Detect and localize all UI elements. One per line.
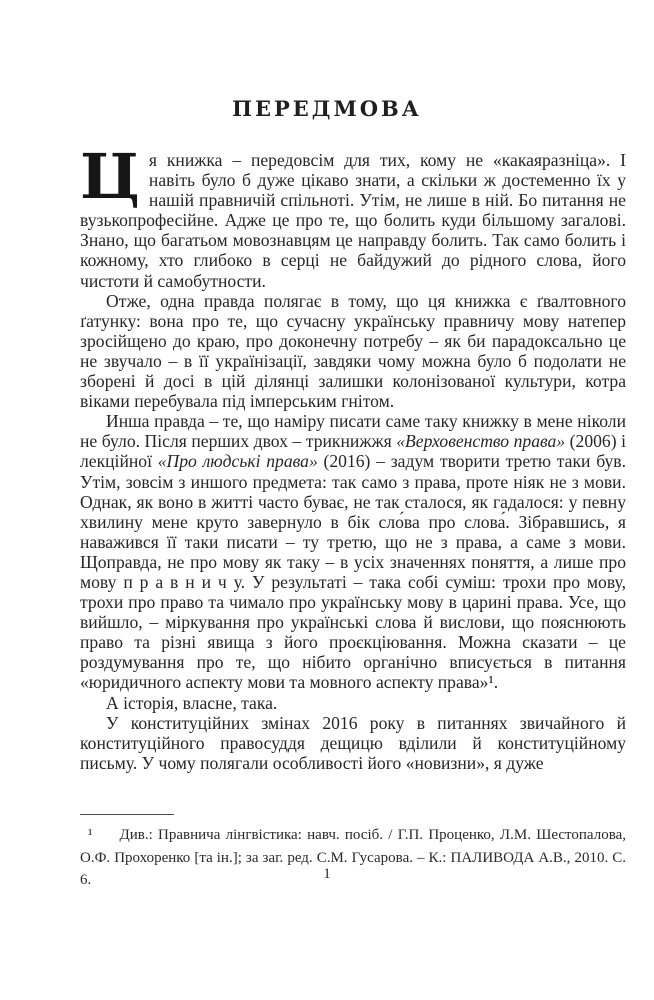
drop-cap-letter: Ц [80, 140, 140, 213]
paragraph-4: А історія, власне, така. [106, 692, 278, 713]
footnote-divider [80, 814, 174, 815]
paragraph-1-text: я книжка – передовсім для тих, кому не «какаяразніца». І навіть було б дуже цікаво знати, а скільки ж достеменно їх у нашій правничій спільноті. Утім, не лише в ній. Бо питання не вузькопрофесійне. Адже це про те, що болить куди більшому загалові. Знано, що багатьом мовознавцям це направду болить. Так само болить і кожному, хто глибоко в серці не байдужий до рідного слова, його чистоти й самобутности. [80, 150, 626, 291]
page-number: 1 [323, 866, 331, 882]
paragraph-2: Отже, одна правда полягає в тому, що ця книжка є ґвалтовного ґатунку: вона про те, що сучасну українську правничу мову натепер зросійщено до краю, про доконечну потребу – як би парадоксально це не звучало – в її українізації, завдяки чому можна було б подолати не зборені й досі в цій ділянці залишки колонізованої культури, котра віками перебувала під імперським гнітом. [80, 290, 626, 412]
paragraph-3-text-1: Инша правда – те, що наміру писати саме таку книжку в мене ніколи не було. Після перших двох – трикнижжя [80, 411, 626, 452]
paragraph-1 [80, 140, 626, 291]
footnote-marker: ¹ [88, 827, 93, 843]
book-title-verkhovenstvo-prava: «Верховенство права» [396, 431, 566, 452]
footnote-text: Див.: Правнича лінгвістика: навч. посіб. / Г.П. Проценко, Л.М. Шестопалова, О.Ф. Прохоренко [та ін.]; за заг. ред. С.М. Гусарова. – К.: ПАЛИВОДА А.В., 2010. С. 6. [80, 827, 626, 888]
paragraph-3-text-2: (2006) і лекційної [80, 431, 626, 472]
book-title-pro-liudski-prava: «Про людські права» [157, 451, 318, 472]
paragraph-3-text-3: (2016) – задум творити третю таки був. Утім, зовсім з иншого предмета: так само з права, проте ніяк не з мови. Однак, як воно в житті часто буває, не так сталося, як гадалося: у певну хвилину мене круто завернуло в бік сло́ва про слова́. Зібравшись, я наважився її таки писати – ту третю, що не з права, а саме з мови. Щоправда, не про мову як таку – в усіх значеннях поняття, а лише про мову п р а в н и ч у. У результаті – така собі суміш: трохи про мову, трохи про право та чимало про українську мову в царині права. Усе, що вийшло, – міркування про українські слова й вислови, що пояснюють право та різні явища з його проєкціювання. Можна сказати – це роздумування про те, що нібито органічно вписується в питання «юридичного аспекту мови та мовного аспекту права»¹. [80, 451, 626, 693]
page-title: ПЕРЕДМОВА [232, 96, 422, 121]
paragraph-3 [80, 411, 626, 692]
paragraph-5: У конституційних змінах 2016 року в питаннях звичайного й конституційного правосуддя дещицю вділили й конституційному письму. У чому полягали особливості його «новизни», я дуже [80, 712, 626, 773]
